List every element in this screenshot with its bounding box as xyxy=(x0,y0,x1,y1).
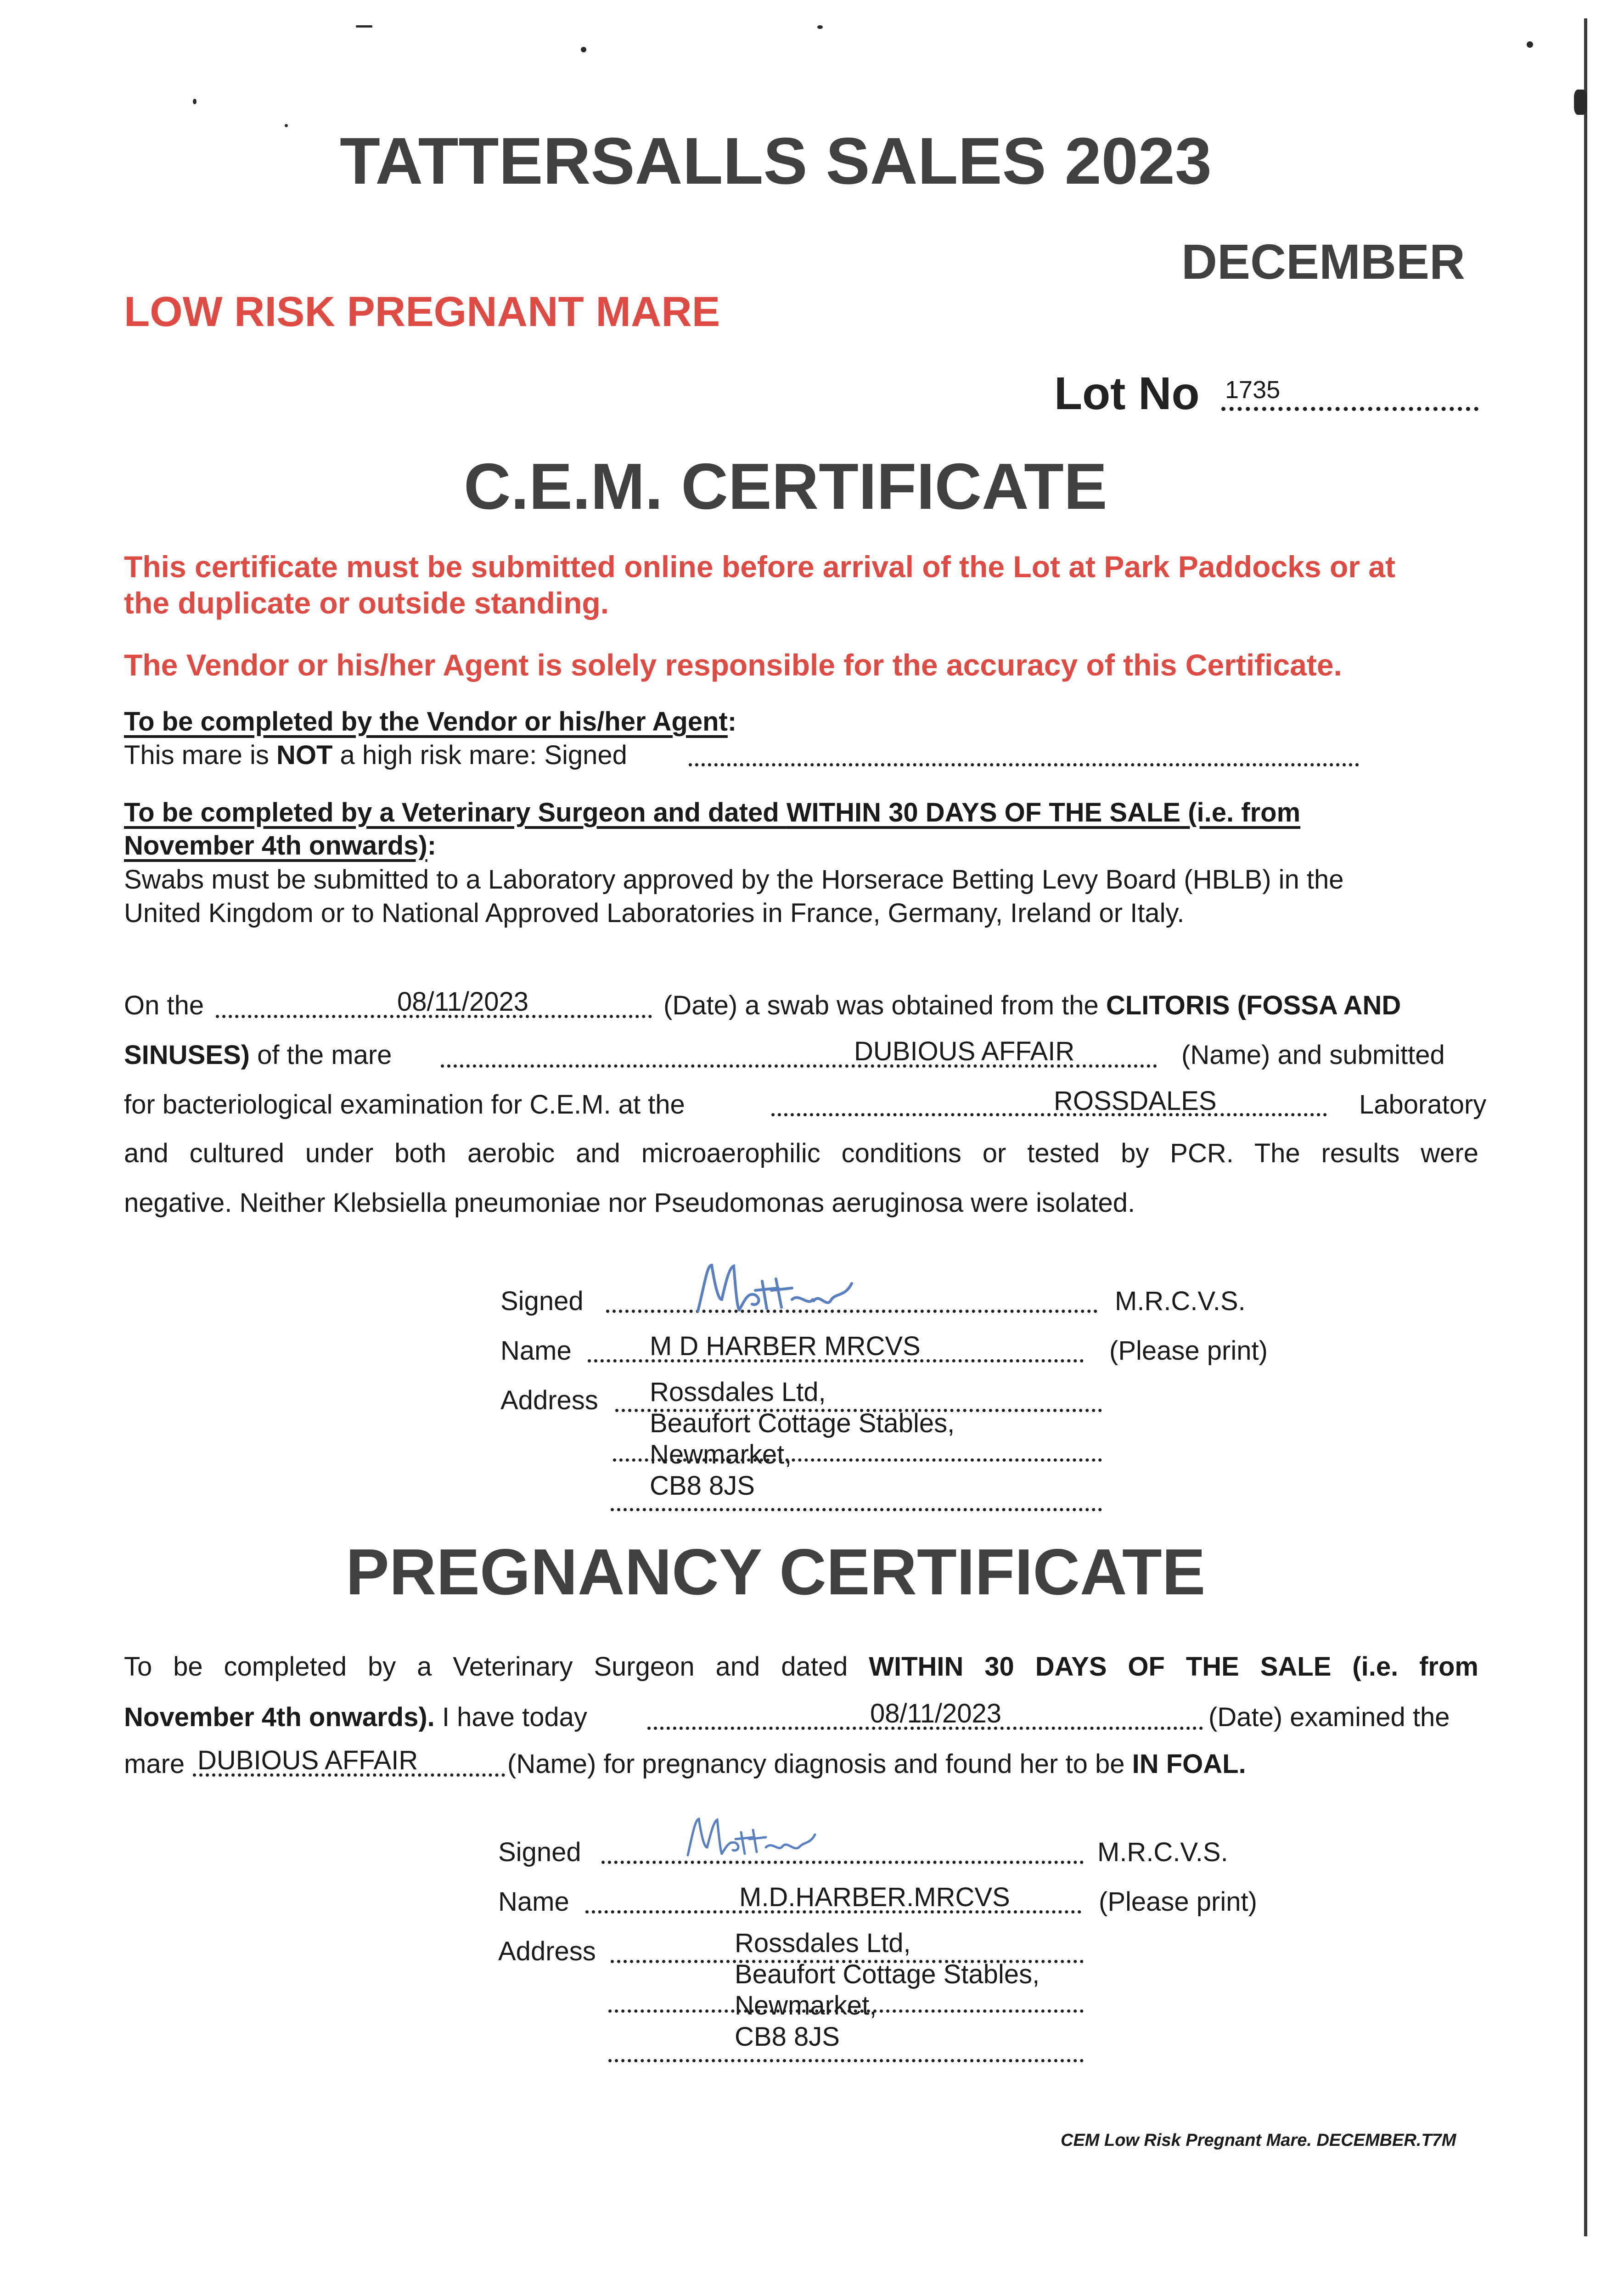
swab-date-value: 08/11/2023 xyxy=(397,987,528,1017)
vet-section-heading-cont xyxy=(124,830,436,861)
cem-address-dotted-1 xyxy=(615,1409,1102,1412)
cem-please-print-label: (Please print) xyxy=(1109,1336,1268,1366)
scan-speck xyxy=(1527,41,1533,48)
preg-vet-name: M.D.HARBER.MRCVS xyxy=(739,1882,1010,1912)
cem-address-line-4: CB8 8JS xyxy=(650,1471,755,1501)
pregnancy-date-value: 08/11/2023 xyxy=(870,1699,1001,1728)
cem-mrcvs-label: M.R.C.V.S. xyxy=(1115,1286,1246,1316)
scan-speck xyxy=(581,47,586,52)
pregnancy-line-2-text: I have today xyxy=(434,1702,587,1732)
vendor-signature-line xyxy=(689,763,1359,766)
preg-address-line-2: Beaufort Cottage Stables, xyxy=(735,1959,1040,1989)
month-label: DECEMBER xyxy=(1181,234,1466,289)
cem-heading: C.E.M. CERTIFICATE xyxy=(464,450,1107,523)
scan-speck xyxy=(356,25,372,28)
cem-address-label: Address xyxy=(500,1385,598,1415)
swab-site-text: CLITORIS (FOSSA AND xyxy=(1106,990,1401,1020)
swab-date-suffix-text: (Date) a swab was obtained from the xyxy=(663,990,1106,1020)
cem-address-dotted-3 xyxy=(611,1508,1102,1511)
scan-speck xyxy=(1574,90,1587,115)
vet-heading-b: WITHIN 30 DAYS OF THE SALE xyxy=(786,798,1181,827)
scan-speck xyxy=(193,99,197,104)
lot-number-dotted-line xyxy=(1221,407,1478,411)
preg-please-print-label: (Please print) xyxy=(1099,1887,1257,1917)
scan-speck xyxy=(817,25,823,29)
laboratory-label: Laboratory xyxy=(1359,1090,1487,1120)
name-submitted-label: (Name) and submitted xyxy=(1181,1040,1445,1070)
vet-heading-c: (i.e. from xyxy=(1180,798,1301,827)
scan-speck xyxy=(285,124,288,127)
vendor-declaration-suffix: a high risk mare: Signed xyxy=(332,740,627,770)
laboratory-value: ROSSDALES xyxy=(1054,1086,1217,1116)
on-the-label: On the xyxy=(124,990,204,1020)
preg-address-line-3: Newmarket, xyxy=(735,1991,877,2020)
cem-notice-1: This certificate must be submitted online before arrival of the Lot at Park Paddocks or at xyxy=(124,550,1395,584)
preg-address-dotted-2 xyxy=(608,2009,1084,2013)
pregnancy-mare-label: mare xyxy=(124,1749,185,1779)
lot-label: Lot No xyxy=(1054,368,1200,419)
page-edge-line xyxy=(1584,18,1587,2236)
preg-address-line-1: Rossdales Ltd, xyxy=(735,1928,911,1958)
swab-requirement-line2: United Kingdom or to National Approved Laboratories in France, Germany, Ireland or Italy. xyxy=(124,898,1185,928)
preg-address-label: Address xyxy=(498,1936,596,1966)
cultured-line: and cultured under both aerobic and microaerophilic conditions or tested by PCR. The results were xyxy=(124,1138,1478,1168)
pregnancy-line-1 xyxy=(124,1651,1478,1682)
vendor-section-heading xyxy=(124,706,736,737)
vet-heading-a: To be completed by a Veterinary Surgeon and dated xyxy=(124,798,787,827)
vet-section-heading xyxy=(124,797,1300,828)
preg-vet-signature xyxy=(684,1812,817,1862)
negative-line: negative. Neither Klebsiella pneumoniae nor Pseudomonas aeruginosa were isolated. xyxy=(124,1188,1135,1218)
pregnancy-line-2-bold: November 4th onwards). xyxy=(124,1702,435,1732)
cem-address-dotted-2 xyxy=(613,1458,1102,1462)
cem-name-label: Name xyxy=(500,1336,572,1366)
pregnancy-line-3-text: (Name) for pregnancy diagnosis and found her to be xyxy=(507,1749,1132,1779)
bacterio-label: for bacteriological examination for C.E.M. at the xyxy=(124,1090,685,1120)
preg-signature-line xyxy=(601,1861,1084,1864)
pregnancy-line-1-bold: WITHIN 30 DAYS OF THE SALE (i.e. from xyxy=(869,1652,1478,1682)
cem-address-line-1: Rossdales Ltd, xyxy=(650,1377,826,1407)
form-code: CEM Low Risk Pregnant Mare. DECEMBER.T7M xyxy=(1061,2131,1456,2150)
swab-requirement-line1: Swabs must be submitted to a Laboratory approved by the Horserace Betting Levy Board (HBLB) in the xyxy=(124,865,1344,895)
cem-notice-1-cont: the duplicate or outside standing. xyxy=(124,586,609,620)
vet-heading-d: November 4th onwards) xyxy=(124,831,427,861)
pregnancy-line-2 xyxy=(124,1702,587,1733)
laboratory-line xyxy=(771,1113,1327,1116)
vendor-declaration xyxy=(124,740,627,771)
pregnancy-date-suffix: (Date) examined the xyxy=(1208,1702,1450,1732)
lot-number: 1735 xyxy=(1225,376,1281,404)
cem-vet-name: M D HARBER MRCVS xyxy=(650,1331,921,1361)
cem-notice-2: The Vendor or his/her Agent is solely responsible for the accuracy of this Certificate. xyxy=(124,648,1342,682)
cem-address-line-3: Newmarket, xyxy=(650,1440,792,1469)
preg-mrcvs-label: M.R.C.V.S. xyxy=(1097,1837,1228,1867)
pregnancy-line-3 xyxy=(507,1749,1246,1779)
cem-address-line-2: Beaufort Cottage Stables, xyxy=(650,1408,955,1438)
preg-address-line-4: CB8 8JS xyxy=(735,2022,840,2052)
swab-date-suffix xyxy=(663,990,1401,1021)
mare-name-value: DUBIOUS AFFAIR xyxy=(854,1036,1075,1066)
category-label: LOW RISK PREGNANT MARE xyxy=(124,288,720,335)
pregnancy-mare-name: DUBIOUS AFFAIR xyxy=(197,1745,418,1775)
vendor-heading-text: To be completed by the Vendor or his/her Agent xyxy=(124,707,728,737)
in-foal-text: IN FOAL. xyxy=(1132,1749,1246,1779)
sinuses-text: SINUSES) xyxy=(124,1040,250,1070)
sinuses-line xyxy=(124,1040,392,1070)
vendor-declaration-prefix: This mare is xyxy=(124,740,276,770)
page-title: TATTERSALLS SALES 2023 xyxy=(340,124,1212,198)
of-the-mare-text: of the mare xyxy=(249,1040,392,1070)
pregnancy-heading: PREGNANCY CERTIFICATE xyxy=(346,1536,1206,1609)
vendor-declaration-not: NOT xyxy=(276,740,333,770)
preg-address-dotted-3 xyxy=(608,2059,1084,2062)
pregnancy-line-1-text: To be completed by a Veterinary Surgeon and dated xyxy=(124,1652,869,1682)
vendor-heading-colon: : xyxy=(727,707,737,737)
preg-name-label: Name xyxy=(498,1887,569,1917)
cem-signed-label: Signed xyxy=(500,1286,584,1316)
cem-vet-signature xyxy=(693,1256,859,1320)
preg-signed-label: Signed xyxy=(498,1837,581,1867)
preg-address-dotted-1 xyxy=(611,1960,1084,1963)
vet-heading-colon: : xyxy=(427,831,437,861)
